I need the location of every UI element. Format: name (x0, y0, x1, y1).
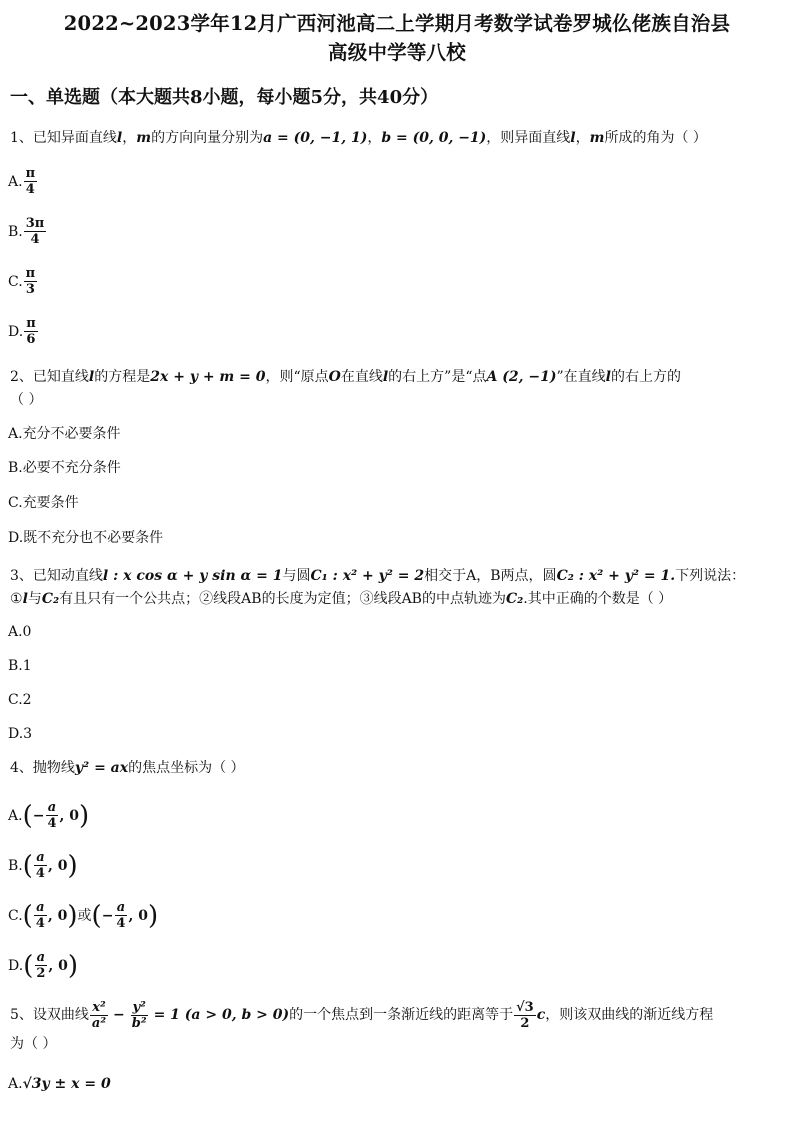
fraction: $\frac{a}{4}$ (116, 900, 126, 931)
fraction: $\frac{\pi}{4}$ (25, 166, 36, 197)
fraction: $\frac{\pi}{3}$ (25, 266, 36, 297)
fraction: $\frac{a}{4}$ (35, 900, 45, 931)
q1-option-a[interactable]: A. $\frac{\pi}{4}$ (8, 166, 36, 197)
question-2-stem: 2、已知直线l的方程是2x + y + m = 0，则“原点O在直线l的右上方”是“点A (2, −1)”在直线l的右上方的 （ ） (10, 369, 681, 408)
q3-option-d[interactable]: D.3 (8, 726, 33, 742)
fraction: $\frac{\text{y²}}{\text{b²}}$ (131, 1000, 147, 1031)
fraction: $\frac{a}{4}$ (47, 800, 57, 831)
fraction: $\frac{\text{x²}}{\text{a²}}$ (91, 1000, 107, 1031)
q4-option-d[interactable]: D. ( $\frac{a}{2}$ , 0 ) (8, 950, 79, 981)
q3-option-b[interactable]: B.1 (8, 658, 32, 674)
q4-option-b[interactable]: B. ( $\frac{a}{4}$ , 0 ) (8, 850, 78, 881)
section-heading: 一、单选题（本大题共8小题，每小题5分，共40分） (10, 87, 439, 108)
vector-a: a = (0, −1, 1) (263, 130, 368, 146)
q3-option-a[interactable]: A.0 (8, 624, 32, 640)
q2-option-b[interactable]: B.必要不充分条件 (8, 460, 121, 476)
question-4-stem: 4、抛物线y² = ax的焦点坐标为（ ） (10, 760, 245, 776)
exam-title (10, 9, 784, 67)
question-3-stem: 3、已知动直线l : x cos α + y sin α = 1与圆C₁ : x² + y² = 2相交于A，B两点，圆C₂ : x² + y² = 1.下列说法： ①l与C₂有且只有一个公共点；②线段AB的长度为定值；③线段AB的中点轨迹为C₂.其中正确的个数是（ ） (10, 568, 746, 607)
q2-option-d[interactable]: D.既不充分也不必要条件 (8, 530, 164, 546)
fraction: $\frac{\pi}{6}$ (26, 316, 36, 347)
fraction: $\frac{a}{4}$ (35, 850, 45, 881)
fraction: $\frac{√3}{2}$ (516, 1000, 534, 1031)
question-1-stem: 1、已知异面直线l，m的方向向量分别为a = (0, −1, 1)，b = (0, 0, −1)，则异面直线l，m所成的角为（ ） (10, 130, 707, 146)
q4-option-c[interactable]: C. ( $\frac{a}{4}$ , 0 ) 或 ( − $\frac{a}{4}$ , 0 ) (8, 900, 159, 931)
hyperbola-condition: = 1 (a > 0, b > 0) (153, 1007, 290, 1023)
circle-c2: C₂ : x² + y² = 1. (556, 568, 676, 584)
vector-b: b = (0, 0, −1) (381, 130, 487, 146)
q3-option-c[interactable]: C.2 (8, 692, 32, 708)
q1-option-b[interactable]: B. $\frac{3\pi}{4}$ (8, 216, 45, 247)
parabola-equation: y² = ax (74, 760, 129, 776)
title-line-1: 2022~2023学年12月广西河池高二上学期月考数学试卷罗城仫佬族自治县 (63, 12, 731, 35)
q1-option-c[interactable]: C. $\frac{\pi}{3}$ (8, 266, 36, 297)
q2-option-a[interactable]: A.充分不必要条件 (8, 426, 121, 442)
q2-option-c[interactable]: C.充要条件 (8, 495, 79, 511)
line-equation: 2x + y + m = 0 (150, 369, 266, 385)
q5-option-a[interactable]: A. √3y ± x = 0 (8, 1076, 111, 1092)
moving-line-equation: l : x cos α + y sin α = 1 (102, 568, 283, 584)
circle-c1: C₁ : x² + y² = 2 (310, 568, 425, 584)
q1-option-d[interactable]: D. $\frac{\pi}{6}$ (8, 316, 36, 347)
q4-option-a[interactable]: A. ( − $\frac{a}{4}$ , 0 ) (8, 800, 90, 831)
fraction: $\frac{3\pi}{4}$ (25, 216, 45, 247)
fraction: $\frac{a}{2}$ (36, 950, 46, 981)
title-line-2: 高级中学等八校 (328, 41, 466, 64)
question-5-stem: 5、设双曲线 $\frac{\text{x²}}{\text{a²}}$ − $\frac{\text{y²}}{\text{b²}}$ = 1 (a > 0, b > 0) 的一个焦点到一条渐近线的距离等于 $\frac{√3}{2}$ c ，则该双曲线的渐近线方程 为（ ） (10, 1000, 714, 1052)
